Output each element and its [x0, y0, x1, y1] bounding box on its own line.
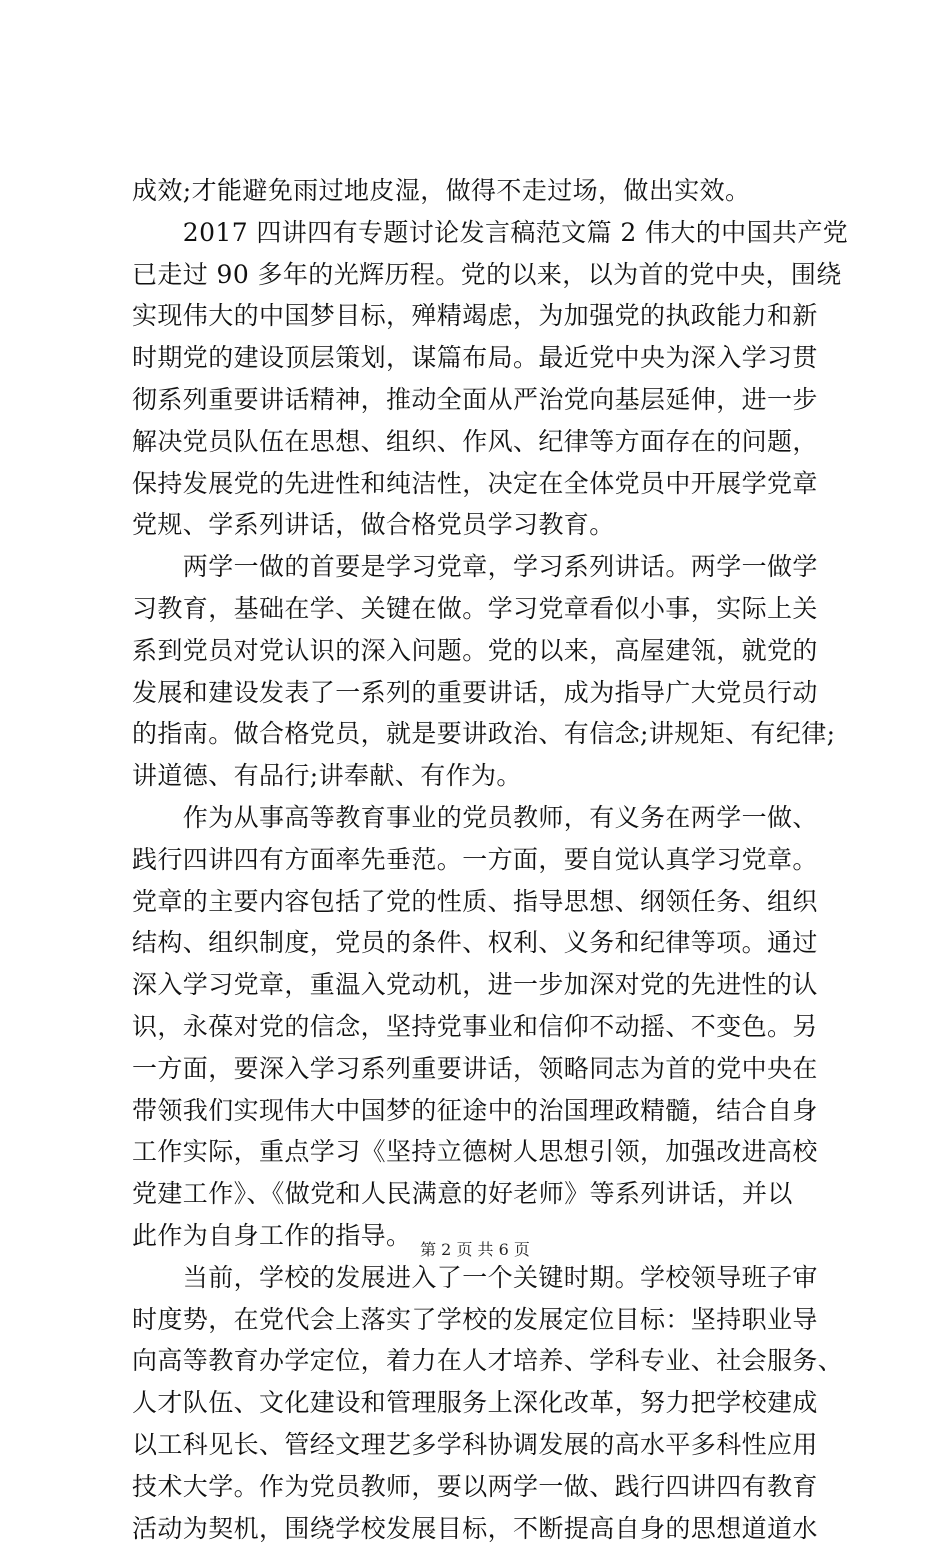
text-line: 工作实际，重点学习《坚持立德树人思想引领，加强改进高校 — [132, 1131, 832, 1173]
page-number-footer: 第 2 页 共 6 页 — [0, 1240, 950, 1260]
text-line: 技术大学。作为党员教师，要以两学一做、践行四讲四有教育 — [132, 1466, 832, 1508]
text-line: 向高等教育办学定位，着力在人才培养、学科专业、社会服务、 — [132, 1340, 832, 1382]
text-line: 的指南。做合格党员，就是要讲政治、有信念;讲规矩、有纪律; — [132, 713, 832, 755]
text-line: 已走过 90 多年的光辉历程。党的以来，以为首的党中央，围绕 — [132, 254, 832, 296]
text-line: 践行四讲四有方面率先垂范。一方面，要自觉认真学习党章。 — [132, 839, 832, 881]
text-line: 讲道德、有品行;讲奉献、有作为。 — [132, 755, 832, 797]
text-line: 识，永葆对党的信念，坚持党事业和信仰不动摇、不变色。另 — [132, 1006, 832, 1048]
text-line: 党规、学系列讲话，做合格党员学习教育。 — [132, 504, 832, 546]
text-line: 以工科见长、管经文理艺多学科协调发展的高水平多科性应用 — [132, 1424, 832, 1466]
text-line: 党章的主要内容包括了党的性质、指导思想、纲领任务、组织 — [132, 881, 832, 923]
text-line: 彻系列重要讲话精神，推动全面从严治党向基层延伸，进一步 — [132, 379, 832, 421]
text-line: 2017 四讲四有专题讨论发言稿范文篇 2 伟大的中国共产党 — [132, 212, 832, 254]
text-line: 此作为自身工作的指导。 — [132, 1215, 832, 1257]
text-line: 一方面，要深入学习系列重要讲话，领略同志为首的党中央在 — [132, 1048, 832, 1090]
text-line: 时期党的建设顶层策划，谋篇布局。最近党中央为深入学习贯 — [132, 337, 832, 379]
text-line: 党建工作》、《做党和人民满意的好老师》等系列讲话，并以 — [132, 1173, 832, 1215]
text-line: 活动为契机，围绕学校发展目标，不断提高自身的思想道道水 — [132, 1508, 832, 1549]
text-line: 人才队伍、文化建设和管理服务上深化改革，努力把学校建成 — [132, 1382, 832, 1424]
body-text — [132, 170, 832, 1549]
text-line: 两学一做的首要是学习党章，学习系列讲话。两学一做学 — [132, 546, 832, 588]
text-line: 结构、组织制度，党员的条件、权利、义务和纪律等项。通过 — [132, 922, 832, 964]
text-line: 时度势，在党代会上落实了学校的发展定位目标：坚持职业导 — [132, 1299, 832, 1341]
text-line: 发展和建设发表了一系列的重要讲话，成为指导广大党员行动 — [132, 672, 832, 714]
text-line: 深入学习党章，重温入党动机，进一步加深对党的先进性的认 — [132, 964, 832, 1006]
text-line: 作为从事高等教育事业的党员教师，有义务在两学一做、 — [132, 797, 832, 839]
text-line: 当前，学校的发展进入了一个关键时期。学校领导班子审 — [132, 1257, 832, 1299]
text-line: 带领我们实现伟大中国梦的征途中的治国理政精髓，结合自身 — [132, 1090, 832, 1132]
text-line: 系到党员对党认识的深入问题。党的以来，高屋建瓴，就党的 — [132, 630, 832, 672]
text-line: 实现伟大的中国梦目标，殚精竭虑，为加强党的执政能力和新 — [132, 295, 832, 337]
text-line: 成效;才能避免雨过地皮湿，做得不走过场，做出实效。 — [132, 170, 832, 212]
text-line: 保持发展党的先进性和纯洁性，决定在全体党员中开展学党章 — [132, 463, 832, 505]
text-line: 习教育，基础在学、关键在做。学习党章看似小事，实际上关 — [132, 588, 832, 630]
text-line: 解决党员队伍在思想、组织、作风、纪律等方面存在的问题， — [132, 421, 832, 463]
